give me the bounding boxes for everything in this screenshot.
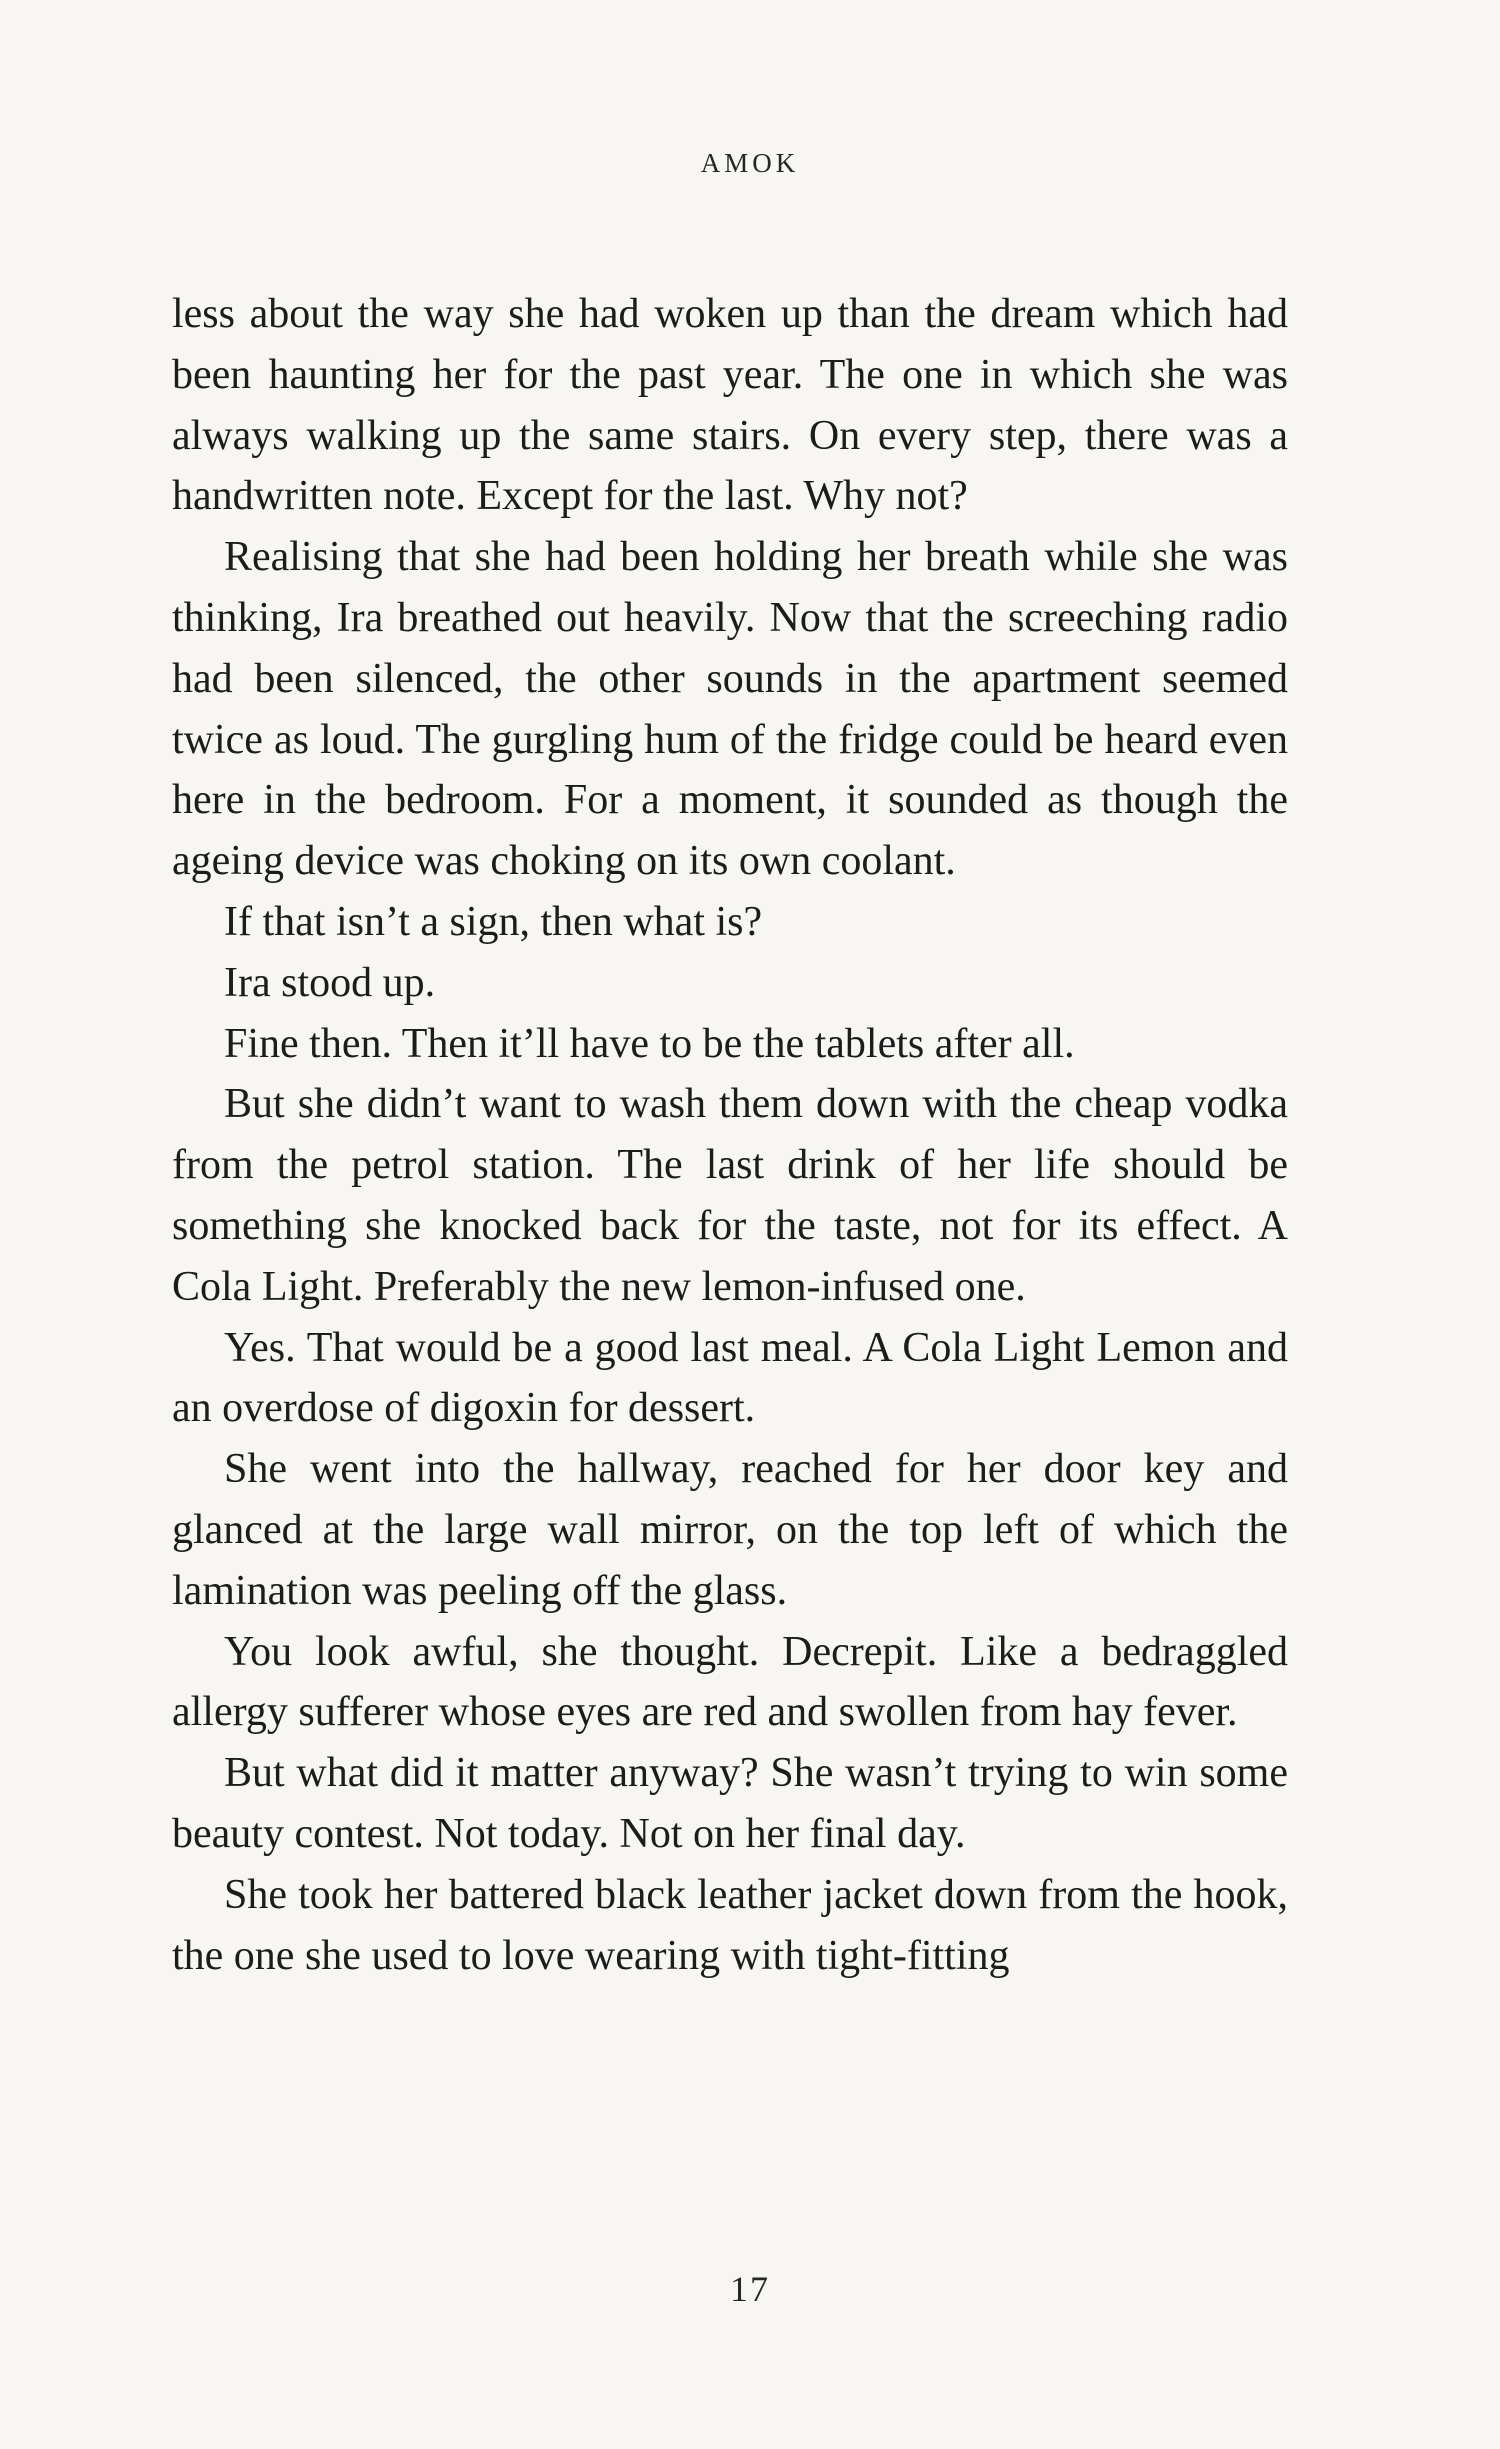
paragraph: If that isn’t a sign, then what is? (224, 898, 763, 945)
body-text (172, 284, 1288, 1986)
paragraph: She took her battered black leather jacket down from the hook, the one she used to love wearing with tight-fitting (172, 1871, 1288, 1979)
paragraph: But what did it matter anyway? She wasn’t trying to win some beauty contest. Not today. Not on her final day. (172, 1750, 1288, 1857)
paragraph: She went into the hallway, reached for her door key and glanced at the large wall mirror, on the top left of which the lamination was peeling off the glass. (172, 1446, 1288, 1614)
page-number: 17 (730, 2269, 770, 2309)
paragraph: You look awful, she thought. Decrepit. Like a bedraggled allergy sufferer whose eyes are red and swollen from hay fever. (172, 1628, 1288, 1736)
paragraph: But she didn’t want to wash them down with the cheap vodka from the petrol station. The last drink of her life should be something she knocked back for the taste, not for its effect. A Cola Light. Preferably the new lemon-infused one. (172, 1081, 1288, 1310)
paragraph-continued: less about the way she had woken up than the dream which had been haunting her for the past year. The one in which she was always walking up the same stairs. On every step, there was a handwritten note. Except for the last. Why not? (172, 291, 1288, 520)
paragraph: Ira stood up. (224, 959, 436, 1006)
running-header: AMOK (700, 148, 800, 178)
paragraph: Realising that she had been holding her breath while she was thinking, Ira breathed out heavily. Now that the screeching radio had been silenced, the other sounds in the apartment seemed twice as loud. The gurgling hum of the fridge could be heard even here in the bedroom. For a moment, it sounded as though the ageing device was choking on its own coolant. (172, 534, 1288, 885)
paragraph: Fine then. Then it’ll have to be the tablets after all. (224, 1020, 1075, 1067)
paragraph: Yes. That would be a good last meal. A Cola Light Lemon and an overdose of digoxin for dessert. (172, 1324, 1288, 1432)
